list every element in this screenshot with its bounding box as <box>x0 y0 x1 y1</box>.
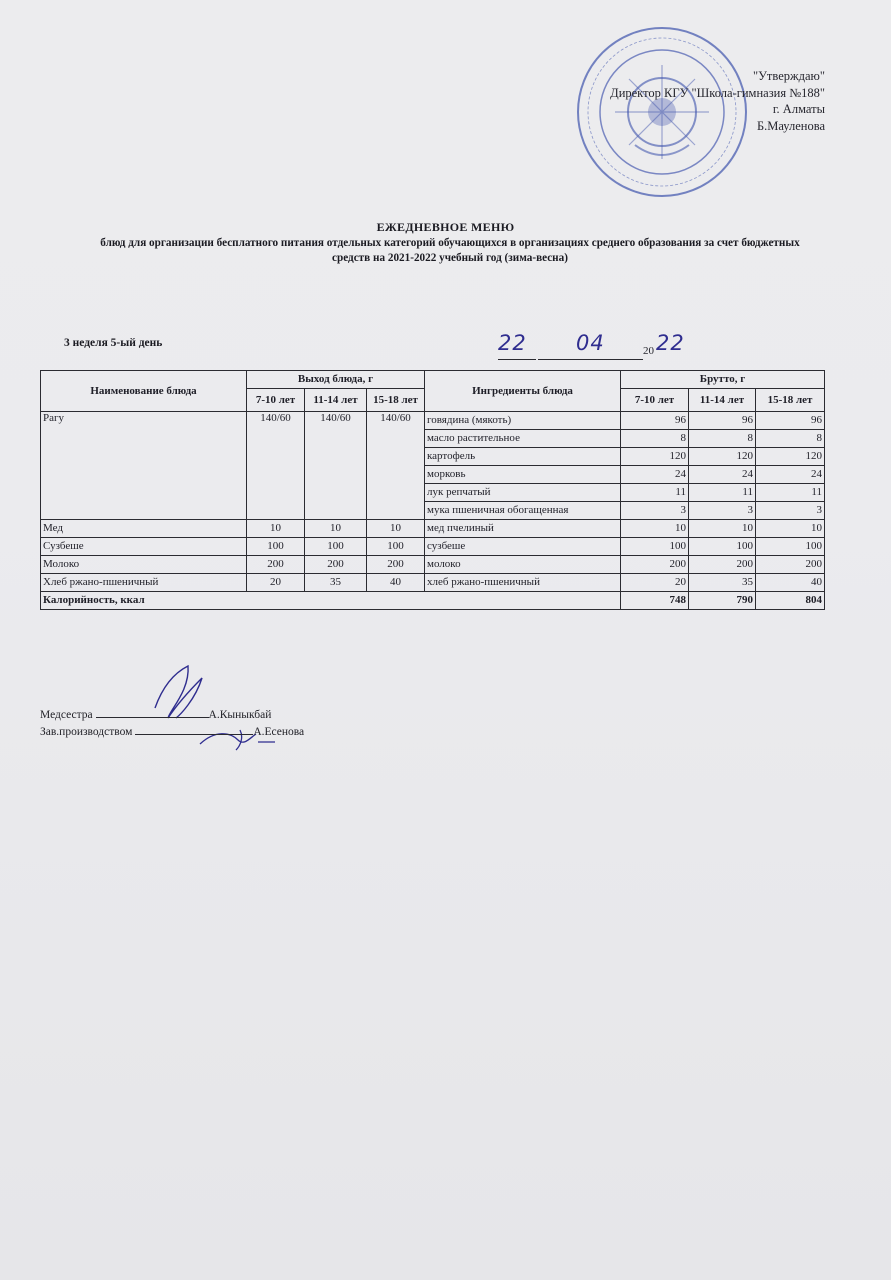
table-row <box>41 538 825 556</box>
approve-director: Директор КГУ "Школа-гимназия №188" <box>610 85 825 100</box>
ingredient-name: сузбеше <box>425 538 621 556</box>
header-ingredients: Ингредиенты блюда <box>425 371 621 412</box>
gross-7-10: 24 <box>621 466 689 484</box>
header-age-7-10: 7-10 лет <box>247 389 305 412</box>
gross-7-10: 3 <box>621 502 689 520</box>
gross-7-10: 100 <box>621 538 689 556</box>
table-row <box>41 556 825 574</box>
gross-7-10: 10 <box>621 520 689 538</box>
yield-15-18: 40 <box>367 574 425 592</box>
gross-15-18: 100 <box>756 538 825 556</box>
document-subtitle: блюд для организации бесплатного питания отдельных категорий обучающихся в организациях среднего образования за счет бюджетных средств на 2021-2022 учебный год (зима-весна) <box>100 237 800 264</box>
gross-15-18: 3 <box>756 502 825 520</box>
manager-sign-underline <box>135 724 253 735</box>
header-gross: Брутто, г <box>621 371 825 389</box>
nurse-label: Медсестра <box>40 709 93 721</box>
date-year-suffix: 22 <box>656 331 685 355</box>
nurse-signature-line <box>40 707 304 724</box>
yield-11-14: 100 <box>305 538 367 556</box>
gross-11-14: 8 <box>689 430 756 448</box>
calories-7-10: 748 <box>621 592 689 610</box>
table-row <box>41 574 825 592</box>
date-underline-day <box>498 359 536 360</box>
dish-name: Хлеб ржано-пшеничный <box>41 574 247 592</box>
ingredient-name: картофель <box>425 448 621 466</box>
yield-15-18: 10 <box>367 520 425 538</box>
date-underline-month <box>538 359 643 360</box>
header-age-11-14: 11-14 лет <box>305 389 367 412</box>
calories-label: Калорийность, ккал <box>41 592 621 610</box>
yield-7-10: 10 <box>247 520 305 538</box>
document-title: ЕЖЕДНЕВНОЕ МЕНЮ <box>376 220 515 234</box>
gross-7-10: 11 <box>621 484 689 502</box>
dish-ragu: Рагу <box>41 412 247 520</box>
yield-11-14: 35 <box>305 574 367 592</box>
gross-7-10: 96 <box>621 412 689 430</box>
yield-15-18: 200 <box>367 556 425 574</box>
gross-15-18: 11 <box>756 484 825 502</box>
table-header-row <box>41 371 825 389</box>
table-row <box>41 520 825 538</box>
ingredient-name: масло растительное <box>425 430 621 448</box>
manager-signature-line <box>40 724 304 741</box>
dish-name: Сузбеше <box>41 538 247 556</box>
dish-name: Мед <box>41 520 247 538</box>
approval-block <box>565 68 825 134</box>
yield-7-10: 20 <box>247 574 305 592</box>
ingredient-name: говядина (мякоть) <box>425 412 621 430</box>
menu-table <box>40 370 825 610</box>
header-gross-11-14: 11-14 лет <box>689 389 756 412</box>
week-day-label: 3 неделя 5-ый день <box>64 337 163 349</box>
table-row <box>41 412 825 430</box>
gross-11-14: 24 <box>689 466 756 484</box>
yield-15-18: 100 <box>367 538 425 556</box>
yield-7-10: 200 <box>247 556 305 574</box>
header-gross-15-18: 15-18 лет <box>756 389 825 412</box>
gross-11-14: 11 <box>689 484 756 502</box>
nurse-name: А.Кыныкбай <box>208 709 272 721</box>
gross-15-18: 200 <box>756 556 825 574</box>
gross-11-14: 200 <box>689 556 756 574</box>
header-gross-7-10: 7-10 лет <box>621 389 689 412</box>
approve-heading: "Утверждаю" <box>752 69 825 83</box>
gross-15-18: 120 <box>756 448 825 466</box>
gross-11-14: 100 <box>689 538 756 556</box>
date-year-prefix: 20 <box>643 345 654 357</box>
ingredient-name: молоко <box>425 556 621 574</box>
gross-7-10: 120 <box>621 448 689 466</box>
manager-name: А.Есенова <box>253 726 305 738</box>
dish-name: Молоко <box>41 556 247 574</box>
gross-11-14: 120 <box>689 448 756 466</box>
header-yield: Выход блюда, г <box>247 371 425 389</box>
calories-15-18: 804 <box>756 592 825 610</box>
approve-name: Б.Мауленова <box>756 118 825 133</box>
gross-15-18: 24 <box>756 466 825 484</box>
gross-11-14: 96 <box>689 412 756 430</box>
gross-7-10: 8 <box>621 430 689 448</box>
signatures-block <box>40 707 304 741</box>
gross-15-18: 40 <box>756 574 825 592</box>
date-day: 22 <box>498 331 527 355</box>
yield-11-14: 200 <box>305 556 367 574</box>
header-age-15-18: 15-18 лет <box>367 389 425 412</box>
date-month: 04 <box>576 331 605 355</box>
gross-15-18: 8 <box>756 430 825 448</box>
ingredient-name: хлеб ржано-пшеничный <box>425 574 621 592</box>
calories-row <box>41 592 825 610</box>
gross-15-18: 10 <box>756 520 825 538</box>
nurse-sign-underline <box>96 707 209 718</box>
ingredient-name: мука пшеничная обогащенная <box>425 502 621 520</box>
ingredient-name: мед пчелиный <box>425 520 621 538</box>
gross-7-10: 20 <box>621 574 689 592</box>
yield-11-14: 10 <box>305 520 367 538</box>
ingredient-name: морковь <box>425 466 621 484</box>
yield-15-18: 140/60 <box>367 412 425 520</box>
date-field <box>498 333 698 363</box>
gross-11-14: 10 <box>689 520 756 538</box>
calories-11-14: 790 <box>689 592 756 610</box>
gross-7-10: 200 <box>621 556 689 574</box>
yield-11-14: 140/60 <box>305 412 367 520</box>
yield-7-10: 100 <box>247 538 305 556</box>
gross-15-18: 96 <box>756 412 825 430</box>
approve-city: г. Алматы <box>772 102 825 116</box>
yield-7-10: 140/60 <box>247 412 305 520</box>
gross-11-14: 3 <box>689 502 756 520</box>
manager-label: Зав.производством <box>40 726 133 738</box>
header-dish: Наименование блюда <box>41 371 247 412</box>
gross-11-14: 35 <box>689 574 756 592</box>
ingredient-name: лук репчатый <box>425 484 621 502</box>
